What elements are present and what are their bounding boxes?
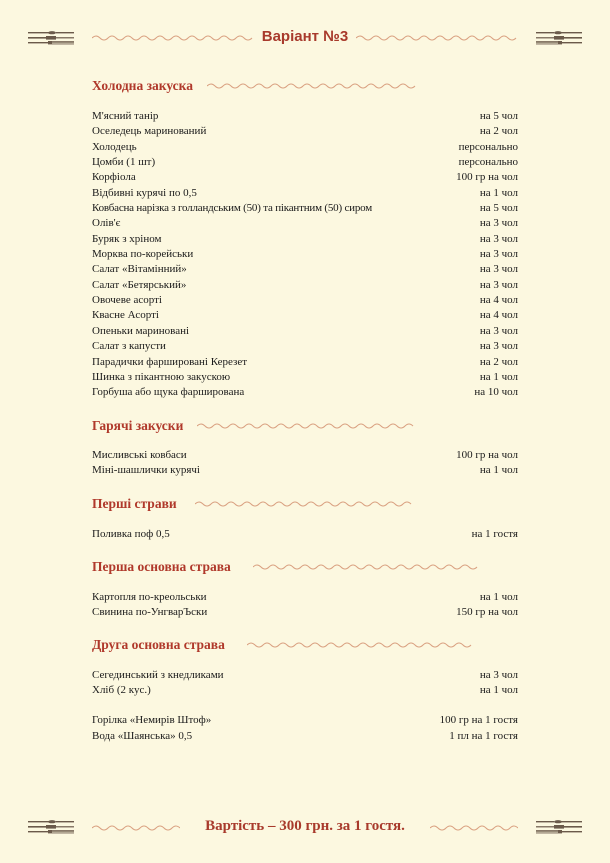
item-qty: на 1 чол — [479, 591, 518, 603]
item-qty: на 2 чол — [479, 125, 518, 137]
item-qty: на 1 гостя — [471, 528, 518, 540]
item-qty: на 3 чол — [479, 340, 518, 352]
item-name: Мисливські ковбаси — [92, 449, 187, 461]
item-name: Квасне Асорті — [92, 309, 159, 321]
item-name: Відбивні курячі по 0,5 — [92, 187, 197, 199]
item-name: Вода «Шаянська» 0,5 — [92, 730, 193, 742]
item-name: Картопля по-креольськи — [92, 591, 207, 603]
section-first-courses — [92, 496, 518, 512]
menu-item — [92, 278, 518, 293]
item-name: Буряк з хріном — [92, 233, 162, 245]
page-title: Варіант №3 — [261, 28, 349, 45]
menu-item — [92, 262, 518, 277]
item-name: Олів'є — [92, 217, 121, 229]
menu-item — [92, 140, 518, 155]
section-title: Перша основна страва — [92, 559, 231, 574]
item-qty: на 2 чол — [479, 356, 518, 368]
item-qty: на 1 чол — [479, 464, 518, 476]
drink-item — [92, 729, 518, 744]
menu-item — [92, 155, 518, 170]
item-qty: на 1 чол — [479, 371, 518, 383]
item-name: Салат «Вітамінний» — [92, 263, 187, 275]
menu-item — [92, 308, 518, 323]
ornament-wave-bottom-right — [430, 824, 518, 832]
menu-item — [92, 232, 518, 247]
item-qty: на 3 чол — [479, 233, 518, 245]
item-qty: на 1 чол — [479, 684, 518, 696]
cutlery-icon-top-right — [534, 29, 582, 47]
menu-item — [92, 605, 518, 620]
item-name: Шинка з пікантною закускою — [92, 371, 231, 383]
menu-item — [92, 339, 518, 354]
item-name: М'ясний танір — [92, 110, 159, 122]
item-name: Горілка «Немирів Штоф» — [92, 714, 212, 726]
item-qty: 150 гр на чол — [456, 606, 518, 618]
menu-item — [92, 201, 518, 216]
menu-item — [92, 324, 518, 339]
item-qty: 100 гр на чол — [456, 449, 518, 461]
menu-item — [92, 590, 518, 605]
item-name: Поливка поф 0,5 — [92, 528, 170, 540]
item-qty: на 3 чол — [479, 263, 518, 275]
item-name: Горбуша або щука фарширована — [92, 386, 245, 398]
menu-item — [92, 355, 518, 370]
item-name: Ковбасна нарізка з голландським (50) та пікантним (50) сиром — [92, 202, 372, 214]
item-qty: 100 гр на чол — [456, 171, 518, 183]
section-hot-appetizers — [92, 418, 518, 434]
menu-item — [92, 668, 518, 683]
menu-item — [92, 216, 518, 231]
item-qty: на 5 чол — [479, 202, 518, 214]
menu-item — [92, 124, 518, 139]
item-qty: на 3 чол — [479, 669, 518, 681]
menu-item — [92, 170, 518, 185]
ornament-wave-top-right — [356, 34, 518, 42]
item-qty: на 3 чол — [479, 248, 518, 260]
item-qty: на 3 чол — [479, 325, 518, 337]
item-name: Парадички фаршировані Керезет — [92, 356, 248, 368]
item-qty: на 10 чол — [474, 386, 518, 398]
item-qty: персонально — [458, 141, 518, 153]
menu-item — [92, 186, 518, 201]
item-name: Свинина по-УнгварЪски — [92, 606, 208, 618]
ornament-wave — [195, 500, 415, 508]
menu-item — [92, 683, 518, 698]
item-name: Міні-шашлички курячі — [92, 464, 200, 476]
price-footer: Вартість – 300 грн. за 1 гостя. — [205, 818, 405, 834]
section-title: Перші страви — [92, 496, 177, 511]
item-qty: на 1 чол — [479, 187, 518, 199]
section-first-main-course — [92, 559, 518, 575]
menu-item — [92, 527, 518, 542]
item-name: Салат з капусти — [92, 340, 166, 352]
item-name: Салат «Бетярський» — [92, 279, 187, 291]
section-title: Холодна закуска — [92, 78, 193, 93]
item-name: Хліб (2 кус.) — [92, 684, 151, 696]
menu-item — [92, 370, 518, 385]
item-name: Сегединський з кнедликами — [92, 669, 224, 681]
item-qty: на 3 чол — [479, 217, 518, 229]
section-title: Гарячі закуски — [92, 418, 184, 433]
item-qty: на 3 чол — [479, 279, 518, 291]
item-qty: 1 пл на 1 гостя — [449, 730, 518, 742]
ornament-wave — [197, 422, 417, 430]
item-name: Морква по-корейськи — [92, 248, 194, 260]
item-name: Холодець — [92, 141, 137, 153]
item-qty: на 4 чол — [479, 294, 518, 306]
item-name: Корфіола — [92, 171, 136, 183]
menu-item — [92, 247, 518, 262]
ornament-wave — [247, 641, 473, 649]
item-qty: персонально — [458, 156, 518, 168]
item-qty: 100 гр на 1 гостя — [439, 714, 518, 726]
item-name: Цомби (1 шт) — [92, 156, 156, 168]
menu-item — [92, 109, 518, 124]
item-qty: на 4 чол — [479, 309, 518, 321]
section-second-main-course — [92, 637, 518, 653]
section-cold-appetizers — [92, 78, 518, 94]
menu-item — [92, 293, 518, 308]
ornament-wave — [207, 82, 417, 90]
menu-item — [92, 463, 518, 478]
section-title: Друга основна страва — [92, 637, 225, 652]
item-name: Овочеве асорті — [92, 294, 162, 306]
item-qty: на 5 чол — [479, 110, 518, 122]
menu-item — [92, 385, 518, 400]
item-name: Оселедець маринований — [92, 125, 207, 137]
drink-item — [92, 713, 518, 728]
cutlery-icon-bottom-right — [534, 818, 582, 836]
item-name: Опеньки мариновані — [92, 325, 190, 337]
ornament-wave — [253, 563, 479, 571]
menu-item — [92, 448, 518, 463]
